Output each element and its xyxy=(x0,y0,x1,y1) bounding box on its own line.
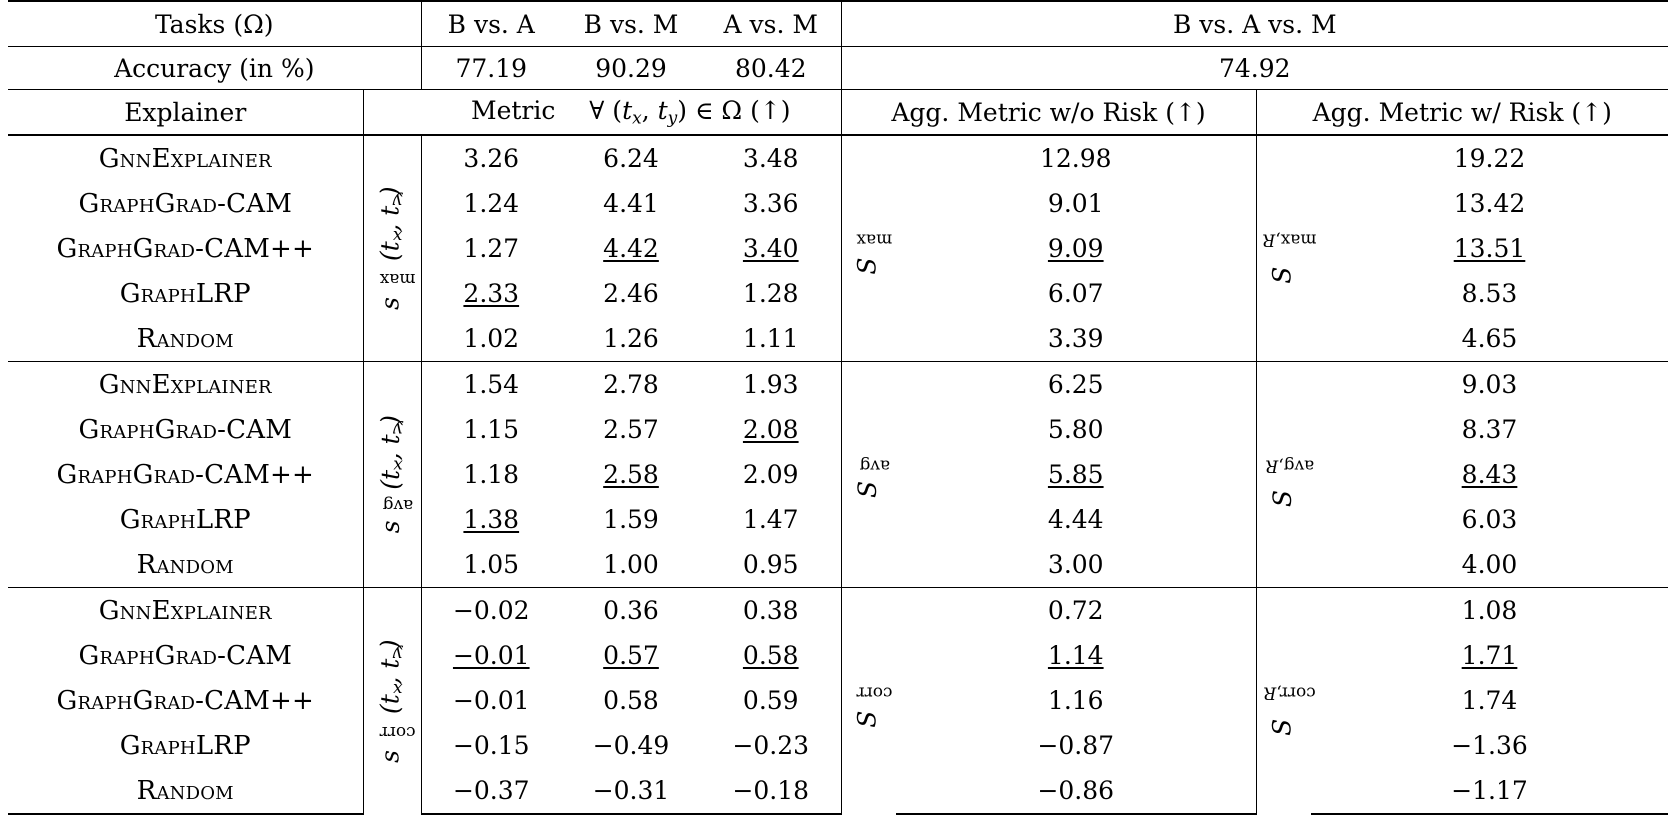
cell-value: 1.02 xyxy=(421,316,561,362)
accuracy-value-combined: 74.92 xyxy=(841,47,1668,90)
cell-value: 3.48 xyxy=(701,135,841,181)
cell-value: 0.58 xyxy=(603,686,659,715)
accuracy-value-1: 90.29 xyxy=(561,47,701,90)
cell-value: 0.36 xyxy=(561,588,701,634)
agg-value: 0.72 xyxy=(896,588,1256,634)
header-row-accuracy xyxy=(8,47,1668,90)
cell-value: 2.08 xyxy=(742,415,799,444)
metric-condition-header xyxy=(421,90,841,136)
cell-value: −0.01 xyxy=(421,633,561,678)
agg-value: 9.09 xyxy=(1047,234,1104,263)
explainer-name: GnnExplainer xyxy=(8,135,363,181)
agg-wo-risk-header: Agg. Metric w/o Risk (↑) xyxy=(841,90,1256,136)
agg-risk-value: 8.37 xyxy=(1461,415,1518,444)
table-row xyxy=(8,723,1668,768)
cell-value: 1.05 xyxy=(421,542,561,588)
cell-value: 1.59 xyxy=(603,505,659,534)
explainer-name: Random xyxy=(136,323,234,354)
agg-risk-value: 8.43 xyxy=(1461,460,1518,489)
header-row-tasks xyxy=(8,1,1668,47)
tasks-label: Tasks (Ω) xyxy=(8,1,421,47)
agg-value: 5.85 xyxy=(1047,460,1104,489)
explainer-name: GraphGrad-CAM xyxy=(78,188,293,219)
explainer-name: GraphGrad-CAM xyxy=(78,640,293,671)
agg-metric-label-Savg: Savg xyxy=(841,362,896,588)
agg-risk-value: 1.08 xyxy=(1311,588,1668,634)
agg-risk-value: 8.53 xyxy=(1461,279,1518,308)
cell-value: −0.23 xyxy=(732,731,810,760)
cell-value: 1.11 xyxy=(742,324,799,353)
agg-value: 12.98 xyxy=(896,135,1256,181)
table-row xyxy=(8,588,1668,634)
cell-value: −0.49 xyxy=(592,731,670,760)
agg-risk-value: 4.65 xyxy=(1461,324,1518,353)
row-metric-label-savg: savg(tx, ty) xyxy=(363,362,421,588)
cell-value: 1.27 xyxy=(421,226,561,271)
accuracy-label: Accuracy (in %) xyxy=(8,47,421,90)
agg-risk-value: 19.22 xyxy=(1311,135,1668,181)
agg-metric-label-Smax: Smax xyxy=(841,135,896,362)
row-metric-label-smax: smax(tx, ty) xyxy=(363,135,421,362)
agg-value: 4.44 xyxy=(1047,505,1104,534)
accuracy-value-0: 77.19 xyxy=(421,47,561,90)
cell-value: −0.01 xyxy=(421,678,561,723)
table-row xyxy=(8,768,1668,814)
cell-value: 1.28 xyxy=(742,279,799,308)
agg-metric-label-Scorr: Scorr xyxy=(841,588,896,815)
table-row xyxy=(8,633,1668,678)
explainer-name: Random xyxy=(8,768,363,814)
agg-w-risk-header: Agg. Metric w/ Risk (↑) xyxy=(1256,90,1668,136)
explainer-name: GraphGrad-CAM++ xyxy=(56,233,315,264)
cell-value: 1.93 xyxy=(701,362,841,408)
task-col-combined: B vs. A vs. M xyxy=(841,1,1668,47)
agg-value: 3.00 xyxy=(1047,550,1104,579)
cell-value: 2.33 xyxy=(421,271,561,316)
cell-value: 1.38 xyxy=(421,497,561,542)
explainer-name: GraphLRP xyxy=(119,730,251,761)
explainer-name: GraphLRP xyxy=(119,278,251,309)
cell-value: 2.46 xyxy=(603,279,659,308)
metric-forall: ∀ (tx, ty) ∈ Ω (↑) xyxy=(589,95,791,129)
table-row xyxy=(8,542,1668,588)
explainer-name: GraphGrad-CAM++ xyxy=(56,685,315,716)
table-row xyxy=(8,362,1668,408)
explainer-name: Random xyxy=(136,549,234,580)
agg-risk-value: 13.42 xyxy=(1453,189,1526,218)
agg-risk-label-SavgR: Savg,R xyxy=(1256,362,1311,588)
agg-value: −0.86 xyxy=(896,768,1256,814)
agg-value: −0.87 xyxy=(1037,731,1115,760)
agg-value: 6.25 xyxy=(896,362,1256,408)
agg-risk-value: 1.71 xyxy=(1461,641,1518,670)
cell-value: 1.24 xyxy=(421,181,561,226)
agg-value: 6.07 xyxy=(1047,279,1104,308)
table-row xyxy=(8,678,1668,723)
metric-word: Metric xyxy=(470,95,556,125)
cell-value: 2.57 xyxy=(603,415,659,444)
cell-value: 0.59 xyxy=(742,686,799,715)
cell-value: −0.15 xyxy=(421,723,561,768)
accuracy-value-2: 80.42 xyxy=(701,47,841,90)
explainer-name: GraphLRP xyxy=(119,504,251,535)
table-row xyxy=(8,316,1668,362)
cell-value: 2.09 xyxy=(742,460,799,489)
cell-value: −0.18 xyxy=(701,768,841,814)
explainer-name: GraphGrad-CAM++ xyxy=(56,459,315,490)
cell-value: 0.38 xyxy=(701,588,841,634)
explainer-name: GnnExplainer xyxy=(8,362,363,408)
cell-value: 3.36 xyxy=(742,189,799,218)
task-col-2: A vs. M xyxy=(701,1,841,47)
agg-value: 9.01 xyxy=(1047,189,1104,218)
agg-risk-label-SmaxR: Smax,R xyxy=(1256,135,1311,362)
cell-value: −0.37 xyxy=(421,768,561,814)
agg-value: 3.39 xyxy=(1047,324,1104,353)
task-col-1: B vs. M xyxy=(561,1,701,47)
header-row-metrics xyxy=(8,90,1668,136)
agg-risk-value: 13.51 xyxy=(1453,234,1526,263)
cell-value: 0.95 xyxy=(742,550,799,579)
task-col-0: B vs. A xyxy=(421,1,561,47)
table-row xyxy=(8,226,1668,271)
agg-risk-value: 1.74 xyxy=(1461,686,1518,715)
cell-value: 3.40 xyxy=(742,234,799,263)
agg-risk-value: 6.03 xyxy=(1461,505,1518,534)
agg-risk-value: −1.36 xyxy=(1451,731,1528,760)
cell-value: 1.54 xyxy=(421,362,561,408)
cell-value: 2.58 xyxy=(603,460,659,489)
agg-risk-label-ScorrR: Scorr,R xyxy=(1256,588,1311,815)
cell-value: 2.78 xyxy=(561,362,701,408)
table-row xyxy=(8,181,1668,226)
cell-value: 1.00 xyxy=(603,550,659,579)
table-row xyxy=(8,407,1668,452)
agg-risk-value: −1.17 xyxy=(1311,768,1668,814)
table-row xyxy=(8,271,1668,316)
cell-value: 0.57 xyxy=(603,641,659,670)
cell-value: 3.26 xyxy=(421,135,561,181)
cell-value: −0.31 xyxy=(561,768,701,814)
cell-value: 1.18 xyxy=(421,452,561,497)
cell-value: 1.47 xyxy=(742,505,799,534)
explainer-label: Explainer xyxy=(8,90,363,136)
cell-value: −0.02 xyxy=(421,588,561,634)
agg-risk-value: 9.03 xyxy=(1311,362,1668,408)
table-row xyxy=(8,497,1668,542)
results-table xyxy=(8,0,1668,815)
explainer-name: GnnExplainer xyxy=(8,588,363,634)
explainer-name: GraphGrad-CAM xyxy=(78,414,293,445)
cell-value: 0.58 xyxy=(742,641,799,670)
cell-value: 6.24 xyxy=(561,135,701,181)
agg-risk-value: 4.00 xyxy=(1461,550,1518,579)
metric-spacer xyxy=(363,90,421,136)
row-metric-label-scorr: scorr(tx, ty) xyxy=(363,588,421,815)
cell-value: 1.15 xyxy=(421,407,561,452)
cell-value: 4.42 xyxy=(603,234,659,263)
agg-value: 1.14 xyxy=(1047,641,1104,670)
cell-value: 4.41 xyxy=(603,189,659,218)
table-row xyxy=(8,135,1668,181)
agg-value: 5.80 xyxy=(1047,415,1104,444)
agg-value: 1.16 xyxy=(1047,686,1104,715)
cell-value: 1.26 xyxy=(603,324,659,353)
table-row xyxy=(8,452,1668,497)
